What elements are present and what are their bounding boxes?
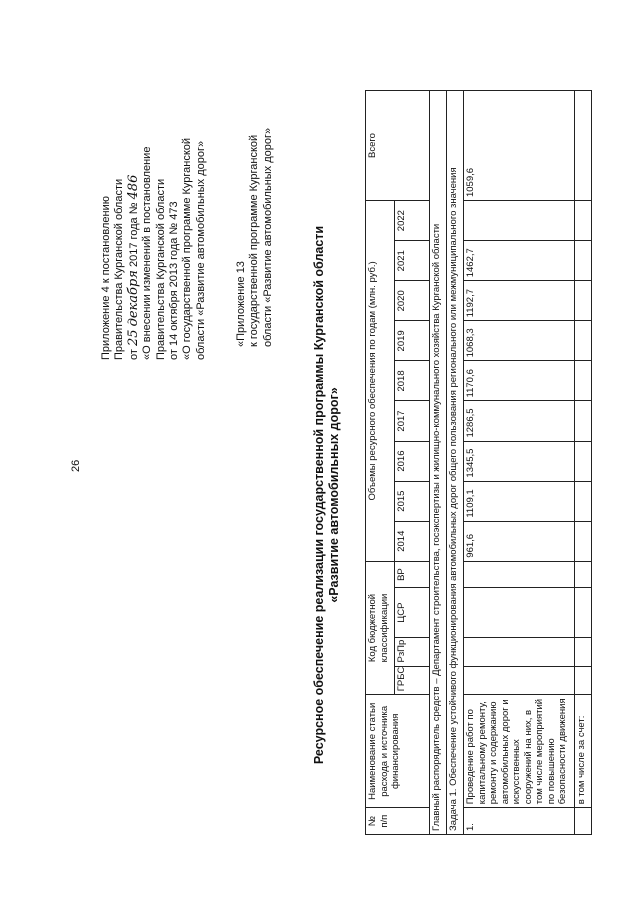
empty-cell xyxy=(575,241,592,281)
header-year: 2017 xyxy=(395,401,430,441)
task-row xyxy=(447,91,464,835)
header-volumes: Объемы ресурсного обеспечения по годам (млн. руб.) xyxy=(366,201,395,562)
approval-block xyxy=(100,138,208,360)
value-cell: 1462,7 xyxy=(464,241,575,281)
handwritten-date-day: 25 xyxy=(125,329,141,347)
header-year: 2014 xyxy=(395,521,430,561)
value-cell: 1286,5 xyxy=(464,401,575,441)
approval-line: области «Развитие автомобильных дорог» xyxy=(194,140,207,360)
empty-cell xyxy=(464,201,575,241)
header-year: 2022 xyxy=(395,201,430,241)
empty-cell xyxy=(575,666,592,695)
empty-cell xyxy=(575,91,592,201)
header-year: 2020 xyxy=(395,281,430,321)
header-code: ЦСР xyxy=(395,588,430,637)
header-year: 2019 xyxy=(395,321,430,361)
number-prefix: № xyxy=(127,202,140,215)
header-code: ВР xyxy=(395,561,430,588)
empty-cell xyxy=(575,561,592,588)
table-row xyxy=(464,91,575,835)
value-cell: 1068,3 xyxy=(464,321,575,361)
empty-cell xyxy=(575,481,592,521)
empty-cell xyxy=(575,401,592,441)
appendix-line: области «Развитие автомобильных дорог» xyxy=(261,127,274,347)
title-line: Ресурсное обеспечение реализации государственной программы Курганской области xyxy=(312,225,326,765)
value-cell: 1109,1 xyxy=(464,481,575,521)
header-year: 2016 xyxy=(395,441,430,481)
approval-date-line xyxy=(127,138,141,360)
resource-table xyxy=(365,90,592,835)
task-cell: Задача 1. Обеспечение устойчивого функционирования автомобильных дорог общего пользования регионального или межмуниципального значения xyxy=(447,91,464,835)
handwritten-document-number: 486 xyxy=(125,174,141,200)
date-year: 2017 года xyxy=(127,217,140,268)
appendix-line: к государственной программе Курганской xyxy=(248,134,261,347)
appendix-block xyxy=(235,128,275,347)
header-code: РзПр xyxy=(395,637,430,666)
approval-line: «О государственной программе Курганской xyxy=(181,137,194,360)
appendix-line: «Приложение 13 xyxy=(235,261,247,347)
approval-line: Правительства Курганской области xyxy=(113,178,126,360)
date-prefix: от xyxy=(127,349,140,360)
approval-line: Правительства Курганской области xyxy=(154,178,167,360)
value-cell: 1345,5 xyxy=(464,441,575,481)
main-manager-cell: Главный распорядитель средств – Департамент строительства, госэкспертизы и жилищно-коммунального хозяйства Курганской области xyxy=(430,91,447,835)
approval-line: «О внесении изменений в постановление xyxy=(141,146,154,360)
header-no: № п/п xyxy=(366,808,430,835)
value-cell: 1192,7 xyxy=(464,281,575,321)
approval-line: Приложение 4 к постановлению xyxy=(100,195,112,360)
empty-cell xyxy=(575,808,592,835)
page-number: 26 xyxy=(70,459,82,472)
header-budget-code: Код бюджетной классификации xyxy=(366,561,395,695)
header-year: 2015 xyxy=(395,481,430,521)
header-name: Наименование статьи расхода и источника финансирования xyxy=(366,695,430,808)
value-cell: 1170,6 xyxy=(464,361,575,401)
empty-cell xyxy=(575,637,592,666)
header-year: 2021 xyxy=(395,241,430,281)
empty-cell xyxy=(575,281,592,321)
header-total: Всего xyxy=(366,91,430,201)
empty-cell xyxy=(575,361,592,401)
table-row xyxy=(575,91,592,835)
header-year: 2018 xyxy=(395,361,430,401)
empty-cell xyxy=(575,588,592,637)
value-cell: 961,6 xyxy=(464,521,575,561)
header-code: ГРБС xyxy=(395,666,430,695)
title-line: «Развитие автомобильных дорог» xyxy=(327,387,341,603)
approval-line: от 14 октября 2013 года № 473 xyxy=(168,201,181,360)
empty-cell xyxy=(464,637,575,666)
row-number: 1. xyxy=(464,808,575,835)
row-name: Проведение работ по капитальному ремонту, ремонту и содержанию автомобильных дорог и искусственных сооружений на них, в том числе мероприятий по повышению безопасности движения xyxy=(464,695,575,808)
document-title xyxy=(312,175,342,815)
empty-cell xyxy=(464,666,575,695)
empty-cell xyxy=(464,561,575,588)
empty-cell xyxy=(575,321,592,361)
total-cell: 1059,6 xyxy=(464,91,575,201)
empty-cell xyxy=(575,201,592,241)
row-name: в том числе за счет: xyxy=(575,695,592,808)
main-manager-row xyxy=(430,91,447,835)
empty-cell xyxy=(575,521,592,561)
empty-cell xyxy=(464,588,575,637)
empty-cell xyxy=(575,441,592,481)
header-row xyxy=(366,91,395,835)
handwritten-date-month: декабря xyxy=(125,270,141,327)
